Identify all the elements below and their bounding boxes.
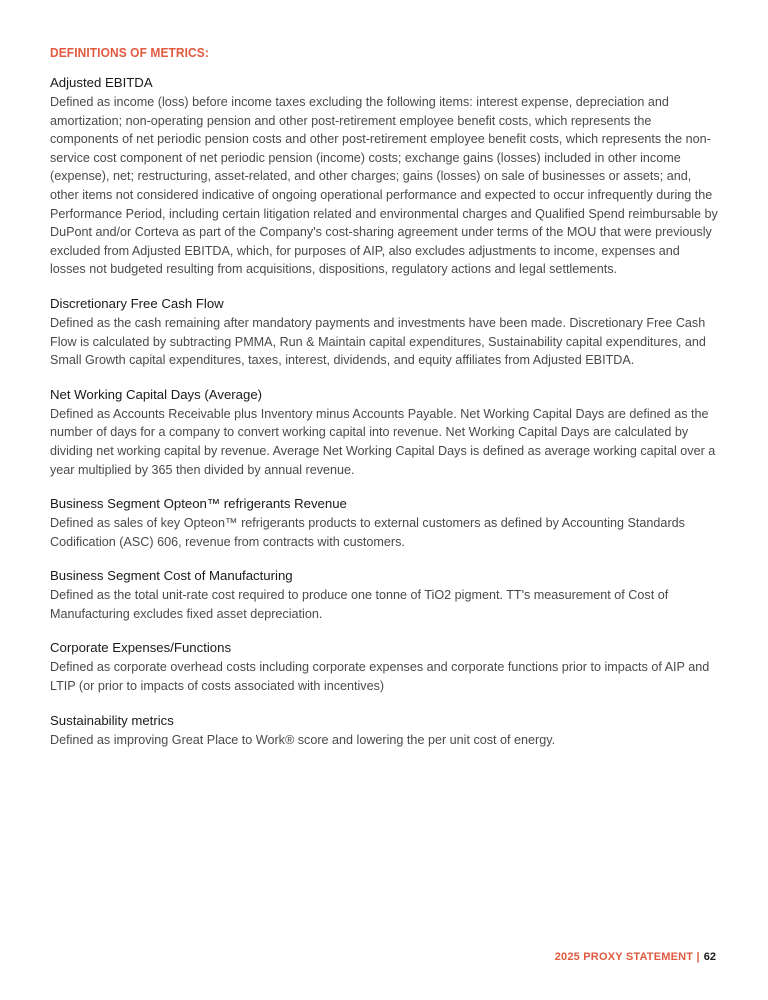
metric-description: Defined as sales of key Opteon™ refrigerants products to external customers as defined by Accounting Standards Codification (ASC) 606, revenue from contracts with customers. (50, 516, 685, 549)
metric-description: Defined as improving Great Place to Work® score and lowering the per unit cost of energy. (50, 732, 556, 747)
metric-title: Corporate Expenses/Functions (50, 640, 232, 656)
metric-description: Defined as the total unit-rate cost required to produce one tonne of TiO2 pigment. TT's measurement of Cost of Manufacturing excludes fixed asset depreciation. (50, 588, 669, 621)
page-heading: DEFINITIONS OF METRICS: (50, 45, 209, 60)
document-body (50, 45, 718, 764)
page-number: 62 (703, 951, 716, 963)
metric-net-working-capital-days (50, 385, 718, 479)
metric-discretionary-free-cash-flow (50, 294, 718, 370)
metric-title: Discretionary Free Cash Flow (50, 295, 224, 311)
metric-description: Defined as the cash remaining after mandatory payments and investments have been made. Discretionary Free Cash Flow is calculated by subtracting PMMA, Run & Maintain capital expenditures, Sustainability capital expenditures, and Small Growth capital expenditures, taxes, interest, dividends, and equity affiliates from Adjusted EBITDA. (50, 315, 706, 368)
metric-description: Defined as corporate overhead costs including corporate expenses and corporate functions prior to impacts of AIP and LTIP (or prior to impacts of costs associated with incentives) (50, 660, 710, 694)
metric-corporate-expenses (50, 638, 718, 695)
metric-cost-of-manufacturing (50, 566, 718, 623)
metric-opteon-refrigerants-revenue (50, 494, 718, 551)
metric-title: Net Working Capital Days (Average) (50, 386, 263, 402)
metric-title: Business Segment Cost of Manufacturing (50, 568, 293, 584)
metric-sustainability (50, 711, 718, 750)
metric-description: Defined as income (loss) before income taxes excluding the following items: interest expense, depreciation and amortization; non-operating pension and other post-retirement employee benefit costs, which represents the components of net periodic pension costs and other post-retirement employee benefit costs, which represents the non-service cost component of net periodic pension (income) costs; exchange gains (losses) included in other income (expense), net; restructuring, asset-related, and other charges; gains (losses) on sale of businesses or assets; and, other items not considered indicative of ongoing operational performance and expected to occur infrequently during the Performance Period, including certain litigation related and environmental charges and Qualified Spend reimbursable by DuPont and/or Corteva as part of the Company's cost-sharing agreement under terms of the MOU that were previously excluded from Adjusted EBITDA, which, for purposes of AIP, also excludes adjustments to income, expenses and losses not budgeted resulting from acquisitions, dispositions, regulatory actions and legal settlements. (50, 95, 718, 277)
metric-adjusted-ebitda (50, 73, 718, 279)
metric-description: Defined as Accounts Receivable plus Inventory minus Accounts Payable. Net Working Capital Days are defined as the number of days for a company to convert working capital into revenue. Net Working Capital Days are calculated by dividing net working capital by revenue. Average Net Working Capital Days is defined as average working capital over a year multiplied by 365 then divided by annual revenue. (50, 406, 716, 477)
metric-title: Adjusted EBITDA (50, 75, 153, 90)
footer-label: 2025 PROXY STATEMENT | (554, 951, 700, 963)
metric-title: Business Segment Opteon™ refrigerants Revenue (50, 496, 347, 512)
metric-title: Sustainability metrics (50, 712, 174, 728)
page-footer (555, 951, 716, 963)
